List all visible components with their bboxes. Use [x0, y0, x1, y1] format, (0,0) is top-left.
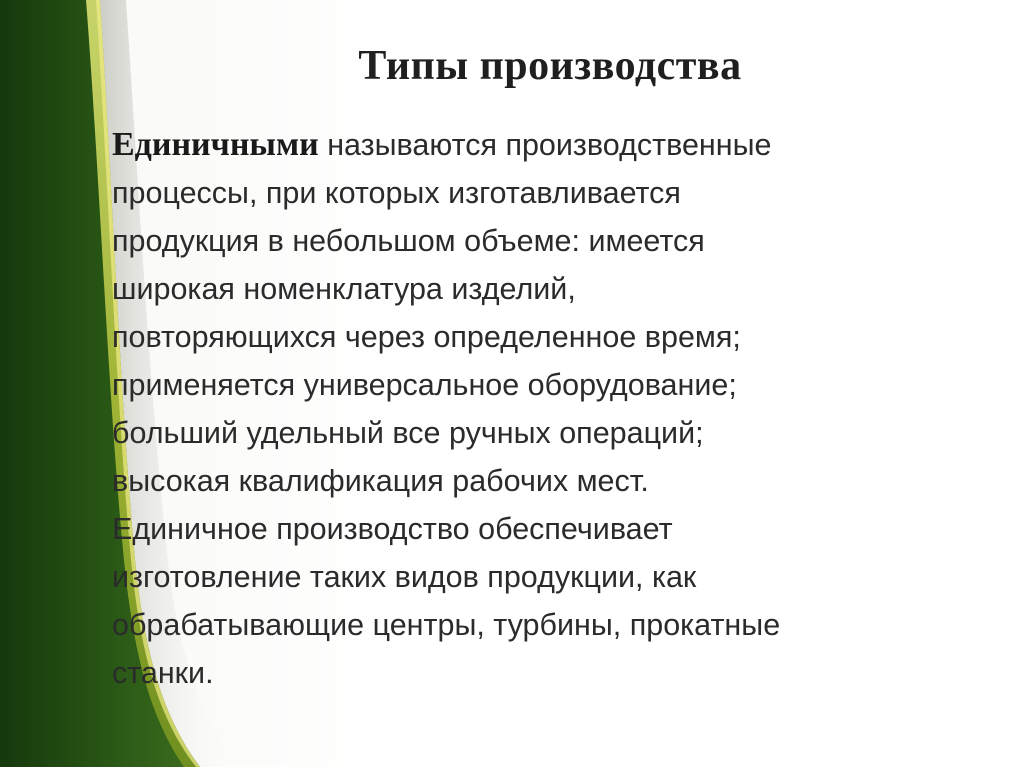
- body-line: широкая номенклатура изделий,: [112, 272, 576, 306]
- body-line: обрабатывающие центры, турбины, прокатные: [112, 608, 781, 642]
- body-line: больший удельный все ручных операций;: [112, 416, 704, 450]
- body-line: высокая квалификация рабочих мест.: [112, 464, 649, 498]
- first-line-rest: называются производственные: [318, 128, 772, 162]
- body-line: повторяющихся через определенное время;: [112, 320, 741, 354]
- body-line: станки.: [112, 656, 214, 690]
- body-line: продукция в небольшом объеме: имеется: [112, 224, 705, 258]
- body-line: Единичное производство обеспечивает: [112, 512, 673, 546]
- slide-title: Типы производства: [358, 43, 742, 89]
- slide-body: [112, 121, 972, 697]
- lead-word: Единичными: [112, 126, 319, 163]
- body-line: применяется универсальное оборудование;: [112, 368, 737, 402]
- body-line-1: [112, 121, 972, 169]
- body-line: процессы, при которых изготавливается: [112, 176, 681, 210]
- body-line: изготовление таких видов продукции, как: [112, 560, 697, 594]
